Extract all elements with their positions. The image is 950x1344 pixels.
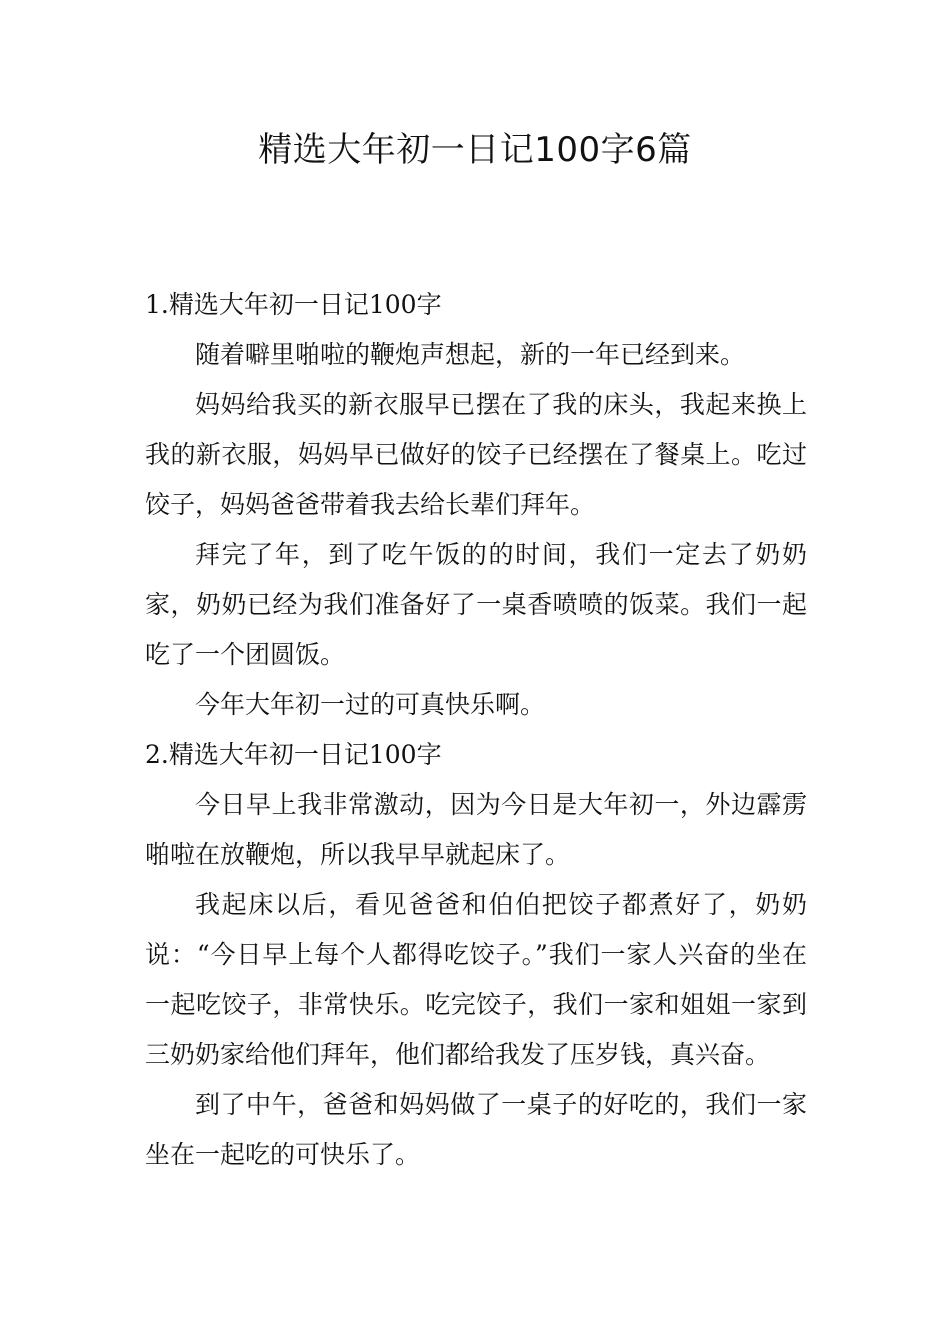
paragraph: 妈妈给我买的新衣服早已摆在了我的床头，我起来换上我的新衣服，妈妈早已做好的饺子已经摆在了餐桌上。吃过饺子，妈妈爸爸带着我去给长辈们拜年。 — [145, 390, 807, 519]
document-title: 精选大年初一日记100字6篇 — [258, 130, 692, 170]
section-heading: 2.精选大年初一日记100字 — [145, 740, 442, 769]
paragraph: 到了中午，爸爸和妈妈做了一桌子的好吃的，我们一家坐在一起吃的可快乐了。 — [145, 1090, 807, 1169]
section-1 — [145, 280, 807, 730]
paragraph: 今年大年初一过的可真快乐啊。 — [195, 690, 546, 719]
section-heading: 1.精选大年初一日记100字 — [145, 290, 442, 319]
paragraph: 我起床以后，看见爸爸和伯伯把饺子都煮好了，奶奶说：“今日早上每个人都得吃饺子。”我们一家人兴奋的坐在一起吃饺子，非常快乐。吃完饺子，我们一家和姐姐一家到三奶奶家给他们拜年，他们都给我发了压岁钱，真兴奋。 — [145, 890, 807, 1069]
section-2 — [145, 730, 807, 1180]
paragraph: 随着噼里啪啦的鞭炮声想起，新的一年已经到来。 — [195, 340, 746, 369]
paragraph: 今日早上我非常激动，因为今日是大年初一，外边霹雳啪啦在放鞭炮，所以我早早就起床了。 — [145, 790, 807, 869]
paragraph: 拜完了年，到了吃午饭的的时间，我们一定去了奶奶家，奶奶已经为我们准备好了一桌香喷喷的饭菜。我们一起吃了一个团圆饭。 — [145, 540, 807, 669]
document-body — [145, 280, 807, 1180]
